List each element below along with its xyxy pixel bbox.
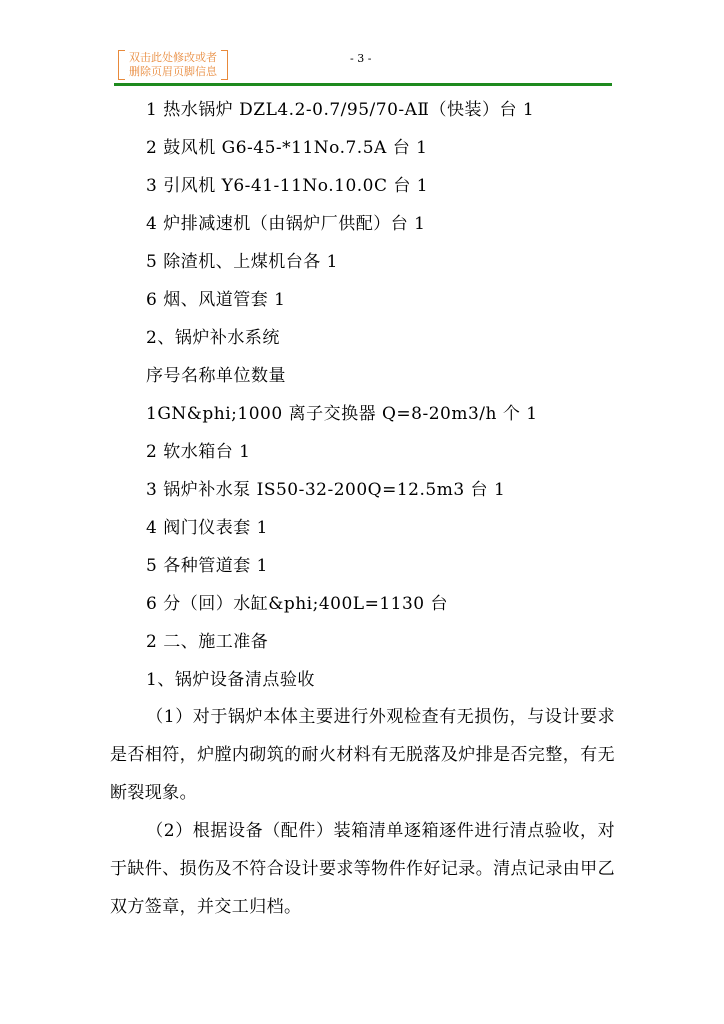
list-item: 6 烟、风道管套 1 [146, 290, 286, 310]
table-header: 序号名称单位数量 [146, 366, 286, 386]
header-edit-stamp[interactable] [118, 50, 228, 80]
stamp-bracket-left [118, 50, 125, 80]
paragraph-text: （2）根据设备（配件）装箱清单逐箱逐件进行清点验收，对于缺件、损伤及不符合设计要求等物件作好记录。清点记录由甲乙双方签章，并交工归档。 [110, 821, 615, 917]
list-item: 2 软水箱台 1 [146, 442, 251, 462]
paragraph [110, 698, 615, 812]
list-item: 4 炉排减速机（由锅炉厂供配）台 1 [146, 214, 426, 234]
list-item: 2 鼓风机 G6-45-*11No.7.5A 台 1 [146, 138, 428, 158]
section-heading: 2、锅炉补水系统 [146, 328, 280, 348]
header-rule [114, 83, 612, 86]
list-item: 5 除渣机、上煤机台各 1 [146, 252, 338, 272]
list-item: 1 热水锅炉 DZL4.2-0.7/95/70-AⅡ（快装）台 1 [146, 100, 535, 120]
paragraph [110, 812, 615, 926]
list-item: 6 分（回）水缸&phi;400L=1130 台 [146, 594, 448, 614]
stamp-line-1: 双击此处修改或者 [129, 51, 217, 64]
list-item: 1GN&phi;1000 离子交换器 Q=8-20m3/h 个 1 [146, 404, 538, 424]
list-item: 3 锅炉补水泵 IS50-32-200Q=12.5m3 台 1 [146, 480, 506, 500]
stamp-bracket-right [221, 50, 228, 80]
page-number: - 3 - [350, 52, 372, 65]
list-item: 4 阀门仪表套 1 [146, 518, 268, 538]
section-heading: 1、锅炉设备清点验收 [146, 670, 315, 690]
list-item: 3 引风机 Y6-41-11No.10.0C 台 1 [146, 176, 429, 196]
paragraph-text: （1）对于锅炉本体主要进行外观检查有无损伤，与设计要求是否相符，炉膛内砌筑的耐火材料有无脱落及炉排是否完整，有无断裂现象。 [110, 707, 615, 803]
stamp-line-2: 删除页眉页脚信息 [129, 65, 217, 78]
section-heading: 2 二、施工准备 [146, 632, 269, 652]
list-item: 5 各种管道套 1 [146, 556, 268, 576]
